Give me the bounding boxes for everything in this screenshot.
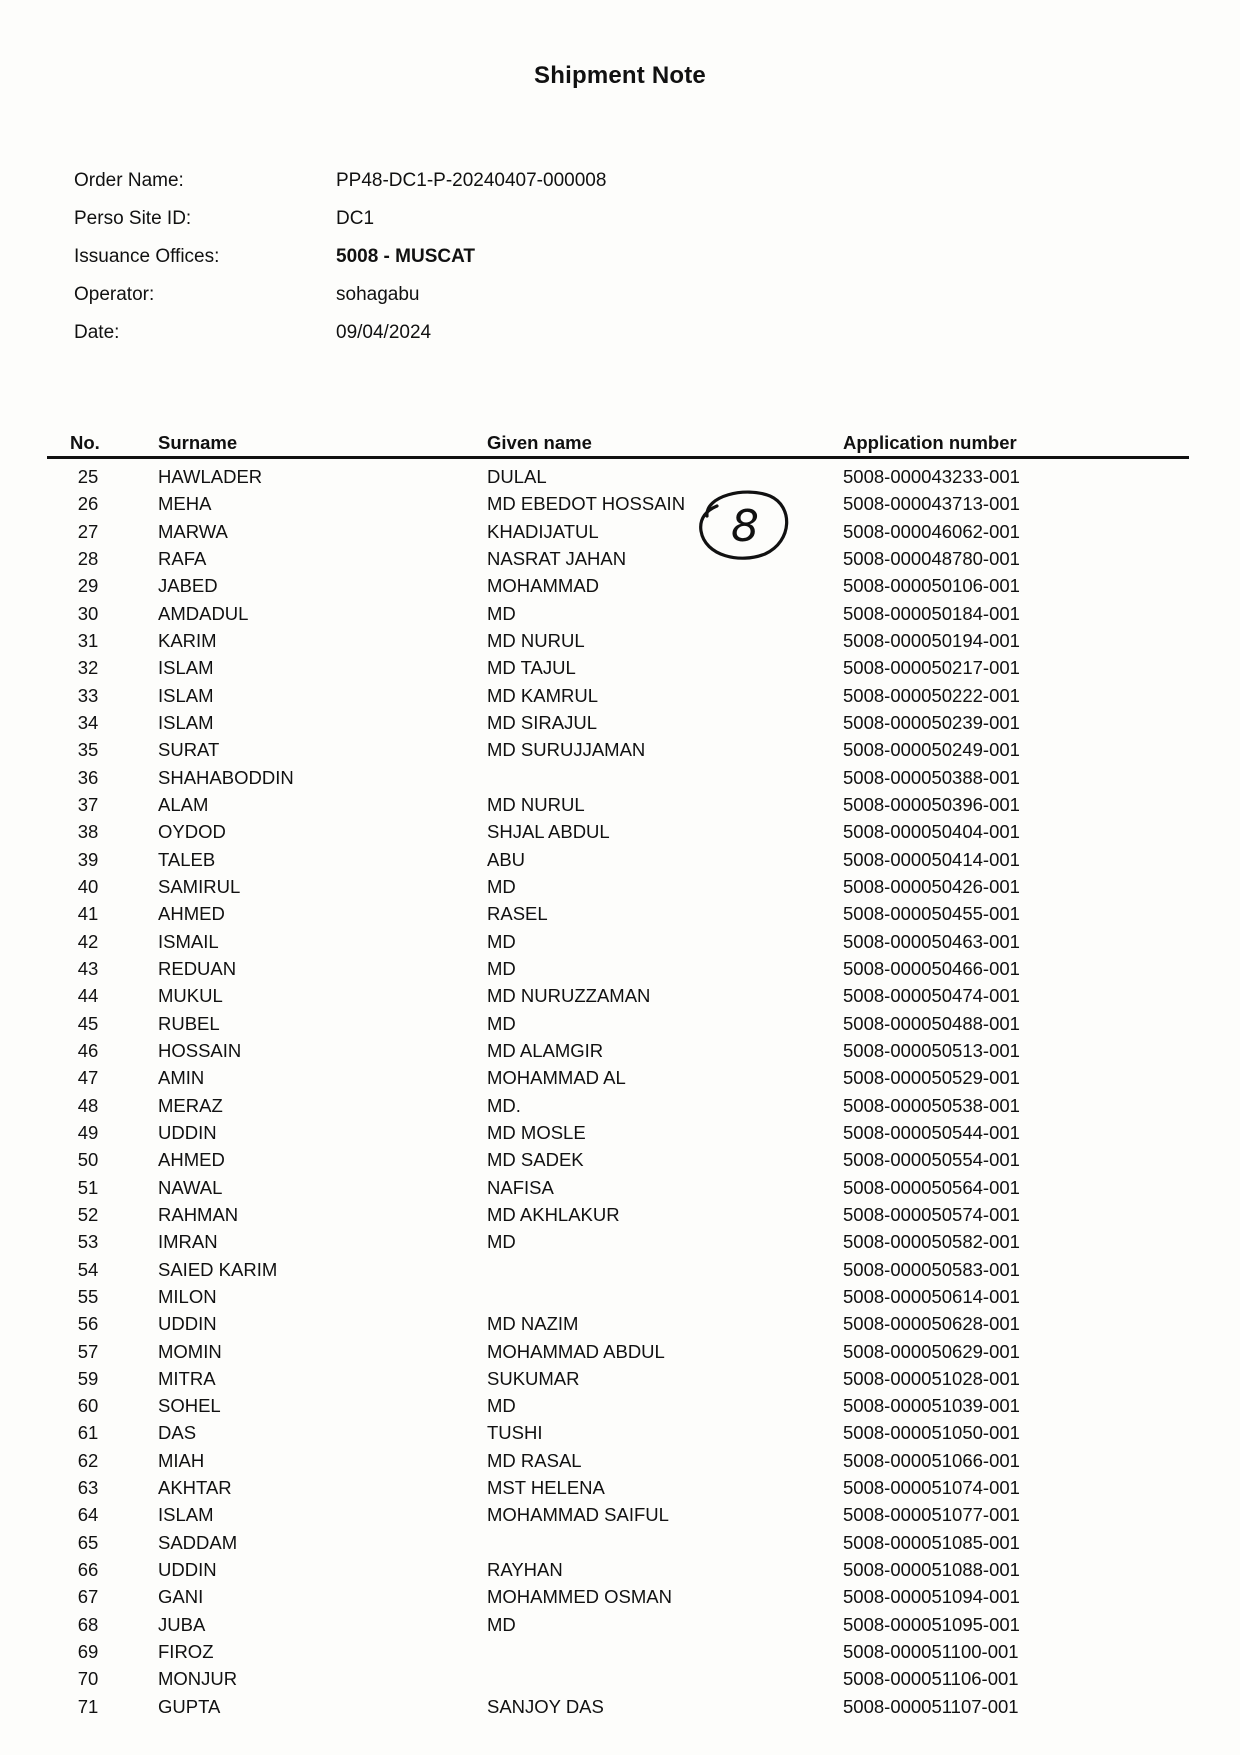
given-name-cell: MD: [487, 875, 516, 897]
row-number: 40: [77, 875, 99, 897]
application-number-cell: 5008-000050249-001: [843, 739, 1020, 761]
row-number: 61: [77, 1422, 99, 1444]
surname-cell: DAS: [158, 1422, 197, 1444]
application-number-cell: 5008-000051106-001: [843, 1668, 1019, 1690]
surname-cell: RUBEL: [158, 1012, 220, 1034]
application-number-cell: 5008-000050466-001: [843, 957, 1020, 979]
table-row: [0, 545, 1240, 572]
surname-cell: OYDOD: [158, 821, 226, 843]
table-row: [0, 1665, 1240, 1692]
application-number-cell: 5008-000050529-001: [843, 1067, 1020, 1089]
application-number-cell: 5008-000051066-001: [843, 1449, 1020, 1471]
surname-cell: MUKUL: [158, 985, 223, 1007]
table-row: [0, 518, 1240, 545]
table-row: [0, 1338, 1240, 1365]
surname-cell: AHMED: [158, 903, 225, 925]
application-number-cell: 5008-000051095-001: [843, 1613, 1020, 1635]
given-name-cell: NASRAT JAHAN: [487, 547, 627, 569]
row-number: 49: [77, 1121, 99, 1143]
row-number: 34: [77, 711, 99, 733]
table-row: [0, 572, 1240, 599]
table-row: [0, 791, 1240, 818]
given-name-cell: MD EBEDOT HOSSAIN: [487, 493, 686, 515]
given-name-cell: MD NAZIM: [487, 1313, 579, 1335]
given-name-cell: NAFISA: [487, 1176, 554, 1198]
row-number: 70: [77, 1668, 99, 1690]
given-name-cell: MD NURUL: [487, 793, 585, 815]
surname-cell: RAHMAN: [158, 1203, 239, 1225]
application-number-cell: 5008-000051107-001: [843, 1695, 1019, 1717]
row-number: 25: [77, 466, 99, 487]
table-row: [0, 873, 1240, 900]
table-row: [0, 1201, 1240, 1228]
surname-cell: HOSSAIN: [158, 1039, 242, 1061]
given-name-cell: SUKUMAR: [487, 1367, 580, 1389]
application-number-cell: 5008-000050488-001: [843, 1012, 1020, 1034]
meta-value: sohagabu: [336, 284, 420, 305]
table-row: [0, 1419, 1240, 1446]
page-title: Shipment Note: [534, 62, 706, 89]
given-name-cell: MD SIRAJUL: [487, 711, 597, 733]
application-number-cell: 5008-000050222-001: [843, 684, 1020, 706]
given-name-cell: RASEL: [487, 903, 548, 925]
row-number: 36: [77, 766, 99, 788]
given-name-cell: MD TAJUL: [487, 657, 576, 679]
table-row: [0, 1529, 1240, 1556]
application-number-cell: 5008-000050194-001: [843, 629, 1020, 651]
application-number-cell: 5008-000050574-001: [843, 1203, 1020, 1225]
given-name-cell: MD: [487, 1231, 516, 1253]
application-number-cell: 5008-000050538-001: [843, 1094, 1020, 1116]
table-row: [0, 736, 1240, 763]
meta-label: Order Name:: [74, 170, 184, 191]
application-number-cell: 5008-000050554-001: [843, 1149, 1020, 1171]
row-number: 35: [77, 739, 99, 761]
application-number-cell: 5008-000050583-001: [843, 1258, 1020, 1280]
surname-cell: ISLAM: [158, 657, 214, 679]
row-number: 39: [77, 848, 99, 870]
header-application-number: Application number: [843, 432, 1017, 453]
application-number-cell: 5008-000050106-001: [843, 575, 1020, 597]
table-row: [0, 1010, 1240, 1037]
surname-cell: RAFA: [158, 547, 207, 569]
surname-cell: UDDIN: [158, 1121, 217, 1143]
surname-cell: SADDAM: [158, 1531, 238, 1553]
row-number: 67: [77, 1586, 99, 1608]
row-number: 71: [77, 1695, 99, 1717]
surname-cell: NAWAL: [158, 1176, 223, 1198]
row-number: 32: [77, 657, 99, 679]
row-number: 69: [77, 1641, 99, 1663]
surname-cell: UDDIN: [158, 1559, 217, 1581]
application-number-cell: 5008-000050184-001: [843, 602, 1020, 624]
application-number-cell: 5008-000051088-001: [843, 1559, 1020, 1581]
table-row: [0, 955, 1240, 982]
row-number: 42: [77, 930, 99, 952]
table-row: [0, 1228, 1240, 1255]
surname-cell: JUBA: [158, 1613, 206, 1635]
surname-cell: GUPTA: [158, 1695, 221, 1717]
handwritten-circled-number: [695, 486, 795, 566]
given-name-cell: MD: [487, 1613, 516, 1635]
table-row: [0, 1447, 1240, 1474]
table-row: [0, 1092, 1240, 1119]
application-number-cell: 5008-000050396-001: [843, 793, 1020, 815]
application-number-cell: 5008-000050217-001: [843, 657, 1020, 679]
meta-value: DC1: [336, 208, 375, 229]
table-row: [0, 627, 1240, 654]
surname-cell: SAIED KARIM: [158, 1258, 278, 1280]
shipment-table-body: [0, 463, 1240, 1720]
surname-cell: SHAHABODDIN: [158, 766, 294, 788]
given-name-cell: MD: [487, 1012, 516, 1034]
given-name-cell: MD: [487, 1395, 516, 1417]
application-number-cell: 5008-000050629-001: [843, 1340, 1020, 1362]
row-number: 44: [77, 985, 99, 1007]
application-number-cell: 5008-000043713-001: [843, 493, 1020, 515]
given-name-cell: MD SADEK: [487, 1149, 584, 1171]
surname-cell: MONJUR: [158, 1668, 238, 1690]
surname-cell: ISMAIL: [158, 930, 219, 952]
application-number-cell: 5008-000051085-001: [843, 1531, 1020, 1553]
application-number-cell: 5008-000050474-001: [843, 985, 1020, 1007]
surname-cell: MILON: [158, 1285, 217, 1307]
row-number: 51: [77, 1176, 99, 1198]
row-number: 54: [77, 1258, 99, 1280]
meta-value: 5008 - MUSCAT: [336, 246, 476, 267]
table-header: [0, 432, 1240, 456]
row-number: 65: [77, 1531, 99, 1553]
surname-cell: MIAH: [158, 1449, 205, 1471]
table-row: [0, 682, 1240, 709]
table-row: [0, 1174, 1240, 1201]
row-number: 66: [77, 1559, 99, 1581]
table-row: [0, 764, 1240, 791]
application-number-cell: 5008-000050455-001: [843, 903, 1020, 925]
row-number: 48: [77, 1094, 99, 1116]
row-number: 47: [77, 1067, 99, 1089]
surname-cell: REDUAN: [158, 957, 237, 979]
application-number-cell: 5008-000050564-001: [843, 1176, 1020, 1198]
surname-cell: GANI: [158, 1586, 204, 1608]
surname-cell: MEHA: [158, 493, 212, 515]
row-number: 56: [77, 1313, 99, 1335]
row-number: 62: [77, 1449, 99, 1471]
table-row: [0, 709, 1240, 736]
row-number: 27: [77, 520, 99, 542]
table-row: [0, 654, 1240, 681]
application-number-cell: 5008-000050614-001: [843, 1285, 1020, 1307]
application-number-cell: 5008-000050544-001: [843, 1121, 1020, 1143]
row-number: 29: [77, 575, 99, 597]
row-number: 55: [77, 1285, 99, 1307]
application-number-cell: 5008-000050463-001: [843, 930, 1020, 952]
meta-value: 09/04/2024: [336, 322, 432, 343]
table-row: [0, 1365, 1240, 1392]
application-number-cell: 5008-000051100-001: [843, 1641, 1019, 1663]
table-row: [0, 1256, 1240, 1283]
given-name-cell: MOHAMMAD ABDUL: [487, 1340, 665, 1362]
table-row: [0, 1611, 1240, 1638]
table-row: [0, 1037, 1240, 1064]
row-number: 52: [77, 1203, 99, 1225]
table-row: [0, 1392, 1240, 1419]
application-number-cell: 5008-000050628-001: [843, 1313, 1020, 1335]
given-name-cell: MD NURUZZAMAN: [487, 985, 651, 1007]
surname-cell: AKHTAR: [158, 1477, 232, 1499]
surname-cell: IMRAN: [158, 1231, 218, 1253]
row-number: 26: [77, 493, 99, 515]
row-number: 33: [77, 684, 99, 706]
surname-cell: HAWLADER: [158, 466, 263, 487]
surname-cell: SAMIRUL: [158, 875, 241, 897]
given-name-cell: MD RASAL: [487, 1449, 582, 1471]
given-name-cell: DULAL: [487, 466, 547, 487]
given-name-cell: MD.: [487, 1094, 521, 1116]
row-number: 68: [77, 1613, 99, 1635]
surname-cell: UDDIN: [158, 1313, 217, 1335]
row-number: 38: [77, 821, 99, 843]
given-name-cell: MD: [487, 957, 516, 979]
row-number: 59: [77, 1367, 99, 1389]
application-number-cell: 5008-000051074-001: [843, 1477, 1020, 1499]
application-number-cell: 5008-000051028-001: [843, 1367, 1020, 1389]
table-row: [0, 928, 1240, 955]
table-row: [0, 1064, 1240, 1091]
meta-value: PP48-DC1-P-20240407-000008: [336, 170, 607, 191]
table-row: [0, 490, 1240, 517]
surname-cell: MERAZ: [158, 1094, 223, 1116]
given-name-cell: MD: [487, 602, 516, 624]
given-name-cell: MD SURUJJAMAN: [487, 739, 646, 761]
row-number: 45: [77, 1012, 99, 1034]
given-name-cell: MST HELENA: [487, 1477, 605, 1499]
row-number: 37: [77, 793, 99, 815]
application-number-cell: 5008-000050582-001: [843, 1231, 1020, 1253]
given-name-cell: MOHAMMAD AL: [487, 1067, 626, 1089]
meta-label: Date:: [74, 322, 120, 343]
surname-cell: JABED: [158, 575, 218, 597]
surname-cell: ISLAM: [158, 711, 214, 733]
given-name-cell: MD KAMRUL: [487, 684, 599, 706]
application-number-cell: 5008-000050414-001: [843, 848, 1020, 870]
table-row: [0, 1501, 1240, 1528]
table-row: [0, 1638, 1240, 1665]
surname-cell: MARWA: [158, 520, 228, 542]
header-surname: Surname: [158, 432, 238, 453]
given-name-cell: SHJAL ABDUL: [487, 821, 610, 843]
surname-cell: SURAT: [158, 739, 220, 761]
table-row: [0, 1146, 1240, 1173]
table-row: [0, 900, 1240, 927]
surname-cell: SOHEL: [158, 1395, 221, 1417]
application-number-cell: 5008-000046062-001: [843, 520, 1020, 542]
table-row: [0, 846, 1240, 873]
given-name-cell: SANJOY DAS: [487, 1695, 604, 1717]
table-row: [0, 600, 1240, 627]
row-number: 43: [77, 957, 99, 979]
header-no: No.: [70, 432, 100, 453]
handwritten-mark-text: 8: [731, 501, 759, 552]
table-row: [0, 463, 1240, 490]
meta-label: Operator:: [74, 284, 155, 305]
table-row: [0, 1556, 1240, 1583]
application-number-cell: 5008-000050239-001: [843, 711, 1020, 733]
header-divider: [47, 456, 1189, 459]
surname-cell: KARIM: [158, 629, 217, 651]
application-number-cell: 5008-000050513-001: [843, 1039, 1020, 1061]
row-number: 46: [77, 1039, 99, 1061]
table-row: [0, 1693, 1240, 1720]
surname-cell: AMDADUL: [158, 602, 249, 624]
surname-cell: ALAM: [158, 793, 209, 815]
given-name-cell: KHADIJATUL: [487, 520, 599, 542]
table-row: [0, 982, 1240, 1009]
application-number-cell: 5008-000051094-001: [843, 1586, 1020, 1608]
table-row: [0, 1583, 1240, 1610]
application-number-cell: 5008-000051050-001: [843, 1422, 1020, 1444]
row-number: 63: [77, 1477, 99, 1499]
given-name-cell: ABU: [487, 848, 526, 870]
row-number: 57: [77, 1340, 99, 1362]
surname-cell: AHMED: [158, 1149, 225, 1171]
application-number-cell: 5008-000051039-001: [843, 1395, 1020, 1417]
surname-cell: FIROZ: [158, 1641, 214, 1663]
row-number: 28: [77, 547, 99, 569]
surname-cell: MOMIN: [158, 1340, 222, 1362]
row-number: 30: [77, 602, 99, 624]
meta-label: Perso Site ID:: [74, 208, 192, 229]
application-number-cell: 5008-000050426-001: [843, 875, 1020, 897]
given-name-cell: MOHAMMAD SAIFUL: [487, 1504, 669, 1526]
application-number-cell: 5008-000051077-001: [843, 1504, 1020, 1526]
row-number: 31: [77, 629, 99, 651]
given-name-cell: MD MOSLE: [487, 1121, 586, 1143]
given-name-cell: MD AKHLAKUR: [487, 1203, 620, 1225]
application-number-cell: 5008-000050404-001: [843, 821, 1020, 843]
surname-cell: MITRA: [158, 1367, 216, 1389]
meta-label: Issuance Offices:: [74, 246, 220, 267]
table-row: [0, 818, 1240, 845]
application-number-cell: 5008-000050388-001: [843, 766, 1020, 788]
row-number: 60: [77, 1395, 99, 1417]
table-row: [0, 1119, 1240, 1146]
given-name-cell: MOHAMMED OSMAN: [487, 1586, 672, 1608]
given-name-cell: TUSHI: [487, 1422, 543, 1444]
row-number: 50: [77, 1149, 99, 1171]
order-details: [74, 168, 606, 346]
row-number: 64: [77, 1504, 99, 1526]
application-number-cell: 5008-000048780-001: [843, 547, 1020, 569]
header-given-name: Given name: [487, 432, 592, 453]
row-number: 53: [77, 1231, 99, 1253]
table-row: [0, 1310, 1240, 1337]
given-name-cell: MOHAMMAD: [487, 575, 600, 597]
application-number-cell: 5008-000043233-001: [843, 466, 1020, 487]
surname-cell: ISLAM: [158, 684, 214, 706]
given-name-cell: RAYHAN: [487, 1559, 563, 1581]
surname-cell: AMIN: [158, 1067, 205, 1089]
surname-cell: TALEB: [158, 848, 216, 870]
given-name-cell: MD NURUL: [487, 629, 585, 651]
surname-cell: ISLAM: [158, 1504, 214, 1526]
given-name-cell: MD ALAMGIR: [487, 1039, 604, 1061]
given-name-cell: MD: [487, 930, 516, 952]
table-row: [0, 1283, 1240, 1310]
table-row: [0, 1474, 1240, 1501]
row-number: 41: [77, 903, 99, 925]
